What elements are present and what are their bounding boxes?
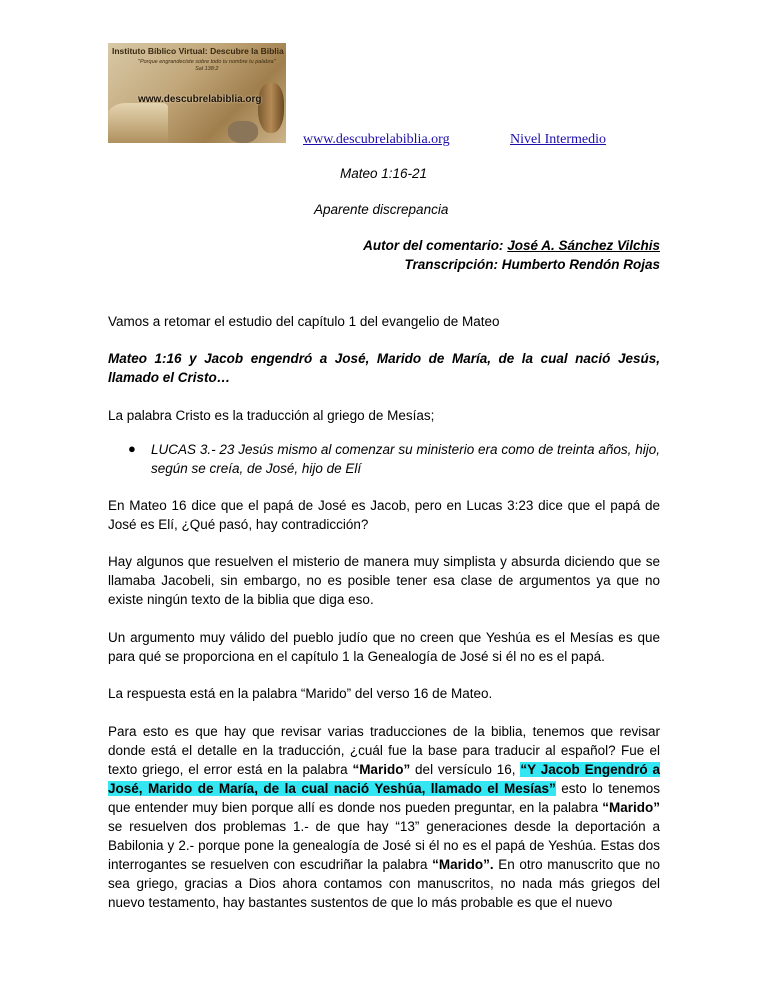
site-link[interactable]: www.descubrelabiblia.org <box>303 132 450 147</box>
p8-text-c: esto lo tenemos que entender muy bien porque allí es donde nos pueden preguntar, en la palabra <box>108 781 660 815</box>
paragraph-translation <box>108 722 660 912</box>
scroll-decoration <box>108 103 168 143</box>
p8-text-b: del versículo 16, <box>410 762 521 777</box>
logo-title: Instituto Bíblico Virtual: Descubre la Biblia <box>112 46 284 56</box>
paragraph-contradiction: En Mateo 16 dice que el papá de José es Jacob, pero en Lucas 3:23 dice que el papá de José es Elí, ¿Qué pasó, hay contradicción? <box>108 498 660 532</box>
logo-motto-ref: Sal 138:2 <box>195 66 219 72</box>
subtitle: Aparente discrepancia <box>314 202 449 217</box>
level-link[interactable]: Nivel Intermedio <box>510 132 607 147</box>
p8-marido-1: “Marido” <box>352 762 411 777</box>
paragraph-intro: Vamos a retomar el estudio del capítulo 1 del evangelio de Mateo <box>108 314 500 329</box>
p8-marido-2: “Marido” <box>602 800 660 815</box>
logo-url: www.descubrelabiblia.org <box>138 94 262 105</box>
institute-logo <box>108 43 286 143</box>
transcription-line: Transcripción: Humberto Rendón Rojas <box>404 257 660 272</box>
paragraph-cristo: La palabra Cristo es la traducción al griego de Mesías; <box>108 408 435 423</box>
p8-text-a: Para esto es que hay que revisar varias traducciones de la biblia, tenemos que revisar donde está el detalle en la traducción, ¿cuál fue la base para traducir al español? Fue el texto griego, el error está en la palabra <box>108 724 660 777</box>
bullet-luke: LUCAS 3.- 23 Jesús mismo al comenzar su ministerio era como de treinta años, hijo, según se creía, de José, hijo de Elí <box>151 442 660 476</box>
paragraph-jacobeli: Hay algunos que resuelven el misterio de manera muy simplista y absurda diciendo que se llamaba Jacobeli, sin embargo, no es posible tener esa clase de argumentos ya que no existe ningún texto de la biblia que diga eso. <box>108 554 660 607</box>
logo-motto <box>138 59 276 73</box>
paragraph-answer: La respuesta está en la palabra “Marido” del verso 16 de Mateo. <box>108 686 493 701</box>
author-label: Autor del comentario: <box>363 238 508 253</box>
bullet-icon: ● <box>128 441 136 456</box>
paragraph-verse: Mateo 1:16 y Jacob engendró a José, Marido de María, de la cual nació Jesús, llamado el Cristo… <box>108 351 660 385</box>
p8-text-e: En otro manuscrito que no sea griego, gracias a Dios ahora contamos con manuscritos, no nada más griegos del nuevo testamento, hay bastantes sustentos de que lo más probable es que el nuevo <box>108 857 660 910</box>
logo-motto-text: "Porque engrandeciste sobre todo tu nombre tu palabra" <box>138 59 276 65</box>
p8-text-d: se resuelven dos problemas 1.- de que hay “13” generaciones desde la deportación a Babilonia y 2.- porque pone la genealogía de José si él no es el papá de Yeshúa. Estas dos interrogantes se resuelven con escudriñar la palabra <box>108 819 660 872</box>
scripture-reference: Mateo 1:16-21 <box>340 166 428 181</box>
author-name: José A. Sánchez Vilchis <box>507 238 660 253</box>
jar-decoration <box>258 83 284 133</box>
stone-decoration <box>228 121 258 143</box>
paragraph-argument: Un argumento muy válido del pueblo judío que no creen que Yeshúa es el Mesías es que para qué se proporciona en el capítulo 1 la Genealogía de José si él no es el papá. <box>108 630 660 664</box>
highlighted-verse: “Y Jacob Engendró a José, Marido de María, de la cual nació Yeshúa, llamado el Mesías” <box>108 762 660 796</box>
author-line <box>363 238 660 253</box>
p8-marido-3: “Marido”. <box>432 857 494 872</box>
